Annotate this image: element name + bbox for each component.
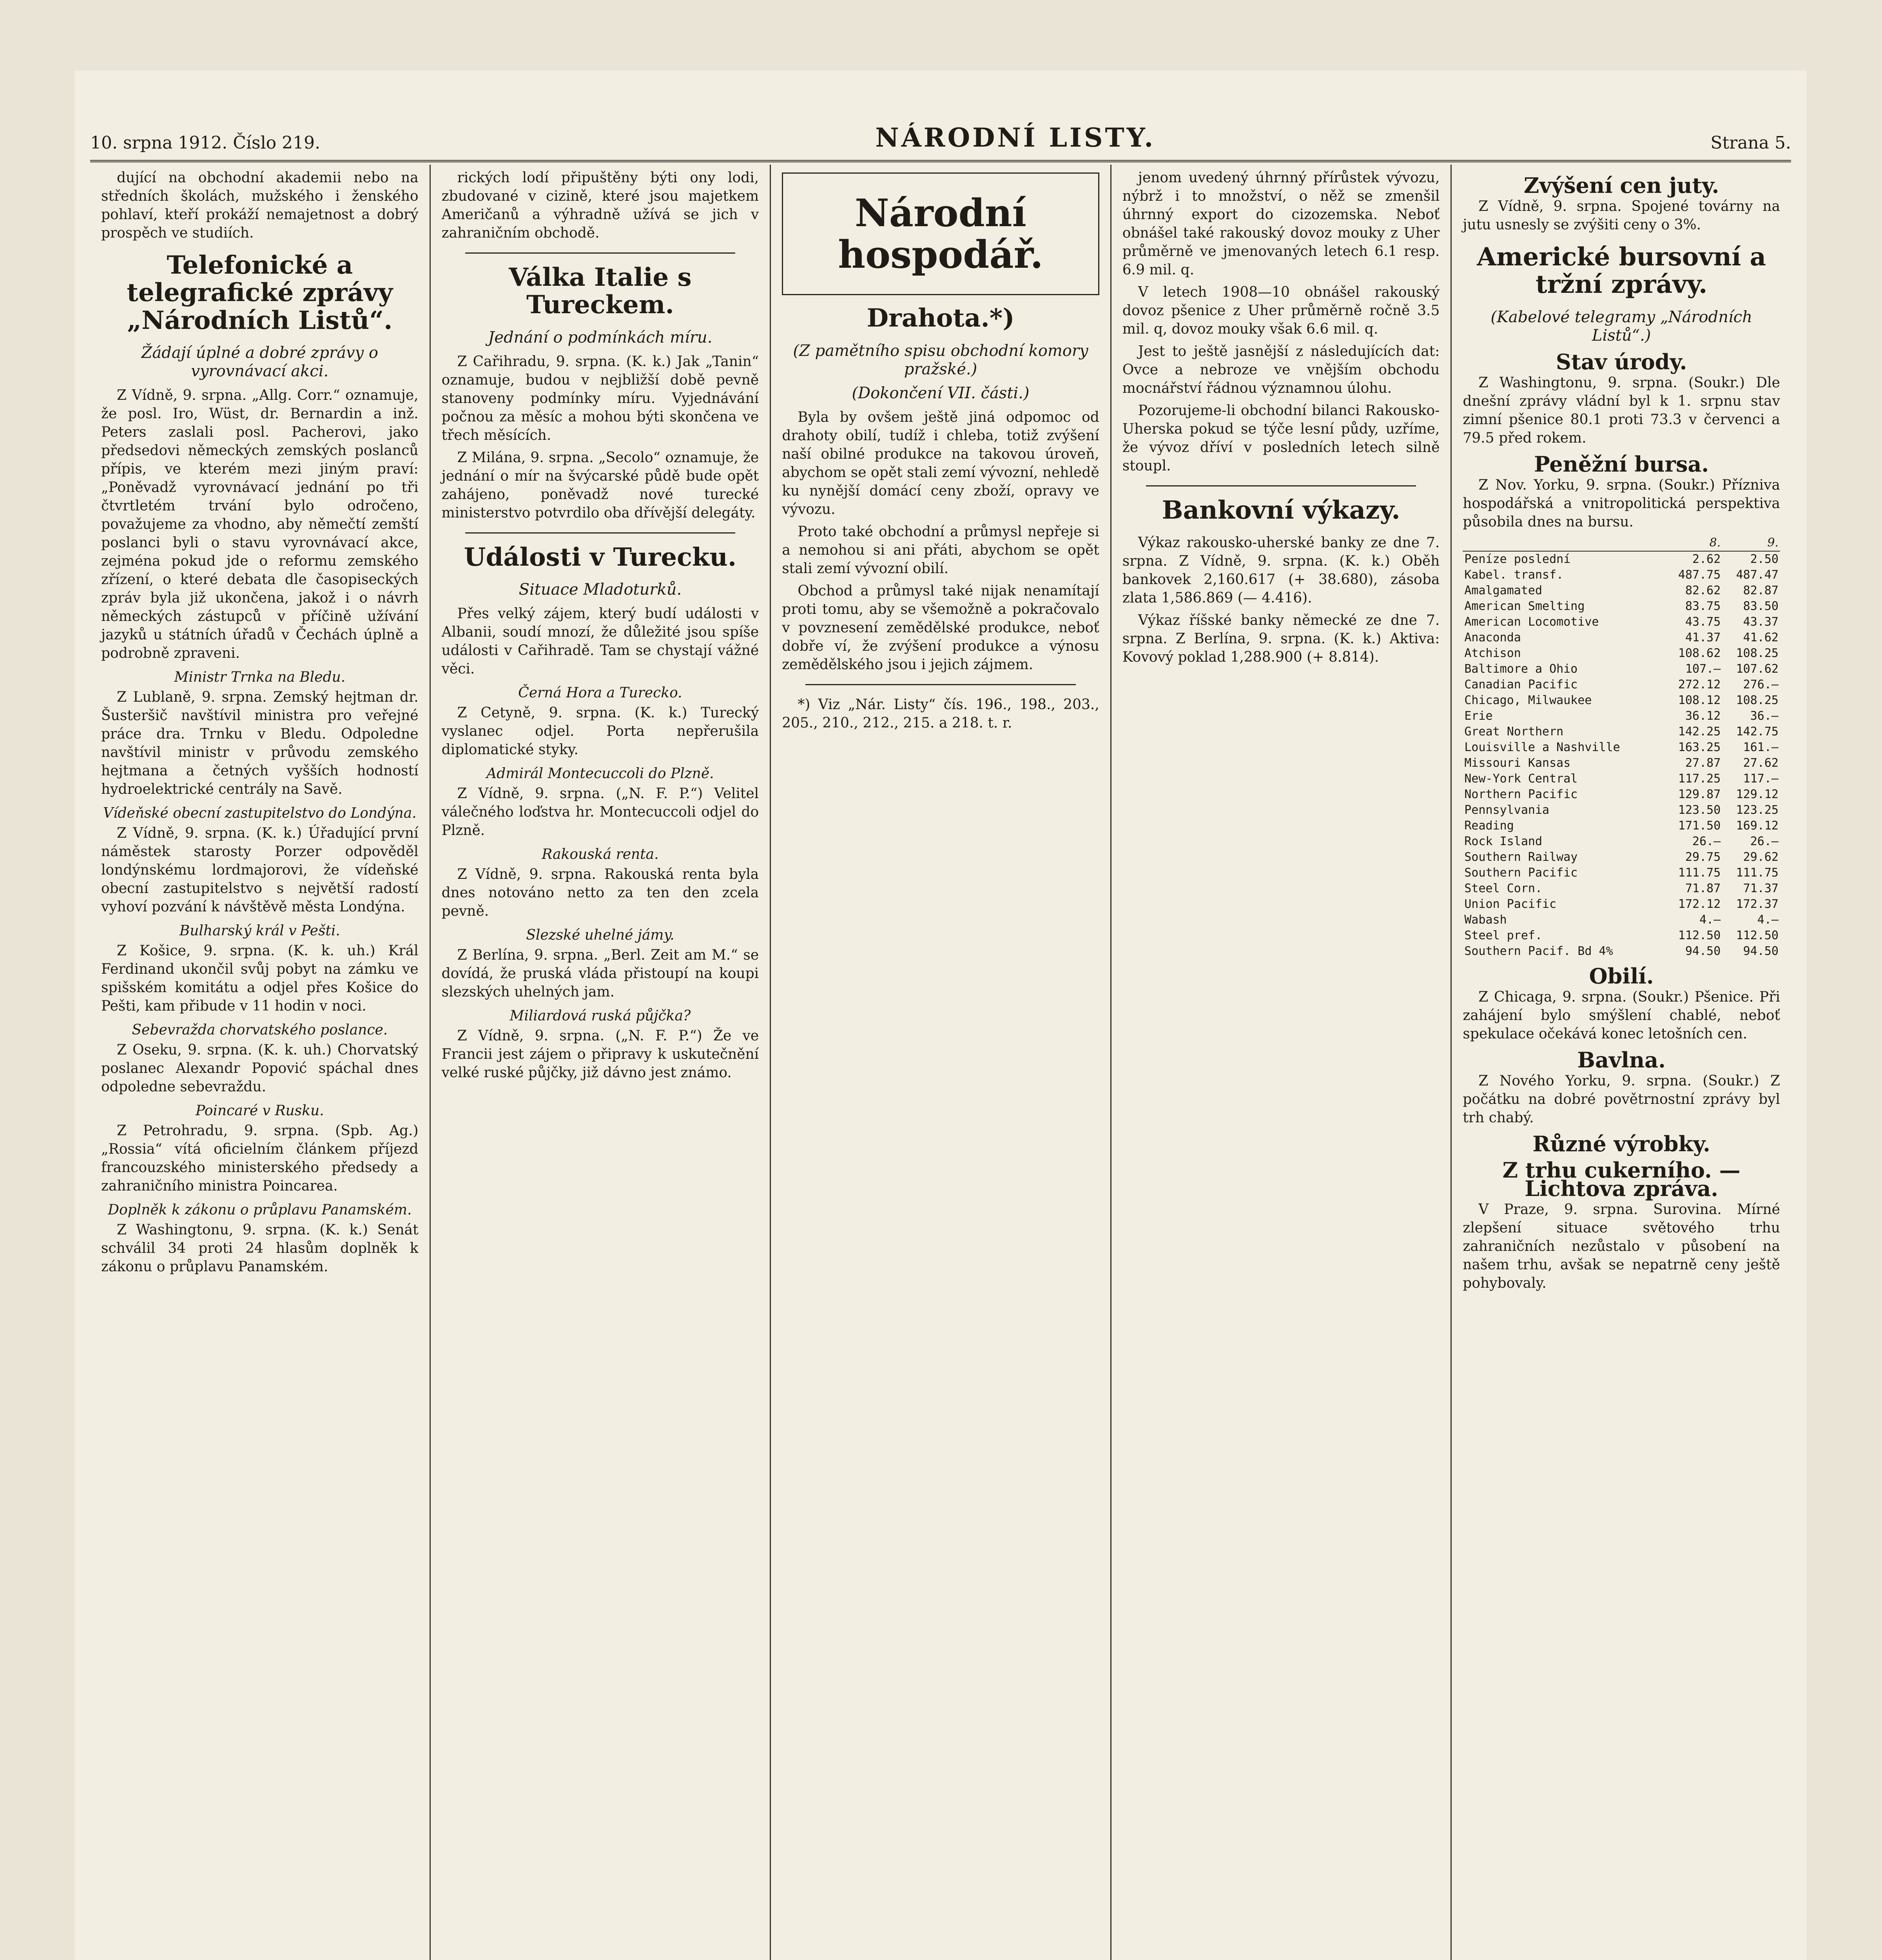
table-cell: 108.62 [1678, 646, 1721, 660]
table-cell: 29.75 [1685, 850, 1721, 864]
headline-turkey: Události v Turecku. [464, 542, 737, 572]
table-cell: 82.87 [1743, 583, 1779, 597]
item-title: Admirál Montecuccoli do Plzně. [486, 766, 714, 782]
column-4 [1111, 165, 1452, 1960]
table-cell: 27.87 [1685, 756, 1721, 770]
column-5 [1452, 165, 1791, 1960]
item-title: Peněžní bursa. [1534, 451, 1709, 477]
paragraph: Z Washingtonu, 9. srpna. (Soukr.) Dle dnešní zprávy vládní byl k 1. srpnu stav zimní pšenice 80.1 proti 73.3 v červenci a 79.5 před rokem. [1463, 374, 1780, 446]
paragraph: Z Nov. Yorku, 9. srpna. (Soukr.) Přízniva hospodářská a vnitropolitická perspektiva působila dnes na bursu. [1463, 477, 1780, 530]
table-cell: 82.62 [1685, 583, 1721, 597]
subhead: Situace Mladoturků. [519, 581, 682, 599]
table-cell: Steel Corn. [1464, 881, 1543, 895]
item-title: Z trhu cukerního. — Lichtova zpráva. [1502, 1157, 1741, 1201]
paragraph: Z Vídně, 9. srpna. Spojené továrny na jutu usnesly se zvýšiti ceny o 3%. [1463, 198, 1780, 233]
table-cell: 27.62 [1743, 756, 1779, 770]
paragraph: Z Lublaně, 9. srpna. Zemský hejtman dr. Šusteršič navštívil ministra pro veřejné práce dra. Trnku v Bledu. Odpoledne navštívil ministr v průvodu zemského hejtmana a četných vyšších hodností hydroelektrické centrály na Savě. [101, 689, 419, 798]
item-title: Doplněk k zákonu o průplavu Panamském. [108, 1202, 412, 1218]
table-cell: 4.— [1757, 913, 1779, 927]
table-cell: 71.37 [1743, 881, 1779, 895]
paragraph: Z Chicaga, 9. srpna. (Soukr.) Pšenice. Při zahájení bylo smýšlení chablé, neboť spekulace očekává konec letošních cen. [1463, 989, 1780, 1042]
headline-telegraph: Telefonické a telegrafické zprávy „Národních Listů“. [127, 250, 393, 335]
paragraph: Z Vídně, 9. srpna. „Allg. Corr.“ oznamuje, že posl. Iro, Wüst, dr. Bernardin a inž. Peters zaslali posl. Pacherovi, jako předsedovi německých zemských poslanců přípis, ve kterém mezi jiným praví: „Poněvadž vyrovnávací jednání po tři čtvrtletém trvání bylo odročeno, považujeme za vhodno, aby němečtí zemští poslanci byli o stavu vyrovnávací akce, zejména pokud jde o reformu zemského zřízení, o které debata dle časopiseckých zpráv byla již ukončena, jakož i o návrh německých zástupců v příčině užívání jazyků u státních úřadů v Čechách úplně a podrobně zpraveni. [101, 387, 419, 662]
table-cell: 83.50 [1743, 599, 1779, 613]
table-cell: New-York Central [1464, 771, 1578, 786]
table-cell: Amalgamated [1464, 583, 1543, 597]
table-cell: 272.12 [1678, 677, 1721, 691]
table-cell: 107.62 [1736, 662, 1779, 676]
table-cell: Peníze poslední [1464, 552, 1571, 566]
table-cell: Southern Pacif. Bd 4% [1464, 944, 1613, 958]
table-cell: Southern Railway [1464, 850, 1578, 864]
table-cell: Southern Pacific [1464, 866, 1578, 880]
columns [90, 165, 1791, 1960]
table-header-row [1463, 535, 1780, 551]
table-cell: 111.75 [1736, 866, 1779, 880]
table-cell: Great Northern [1464, 724, 1564, 739]
item-title: Různé výrobky. [1532, 1131, 1710, 1156]
table-row [1463, 583, 1780, 599]
table-header-cell: 8. [1664, 535, 1722, 551]
table-cell: Wabash [1464, 913, 1507, 927]
table-cell: 26.— [1750, 834, 1779, 848]
table-cell: 108.12 [1678, 693, 1721, 707]
table-row [1463, 724, 1780, 740]
table-cell: 172.37 [1736, 897, 1779, 911]
stock-table [1463, 535, 1780, 959]
table-row [1463, 661, 1780, 677]
paragraph: rických lodí připuštěny býti ony lodi, zbudované v cizině, které jsou majetkem Američanů a výhradně užívá se jich v zahraničním obchodě. [441, 170, 759, 241]
table-cell: Kabel. transf. [1464, 568, 1564, 582]
paragraph: Proto také obchodní a průmysl nepřeje si a nemohou si ani přáti, abychom se opět stali zemí vývozní obilí. [782, 523, 1099, 577]
paragraph: Pozorujeme-li obchodní bilanci Rakousko-Uherska pokud se týče lesní půdy, uzříme, že vývoz dříví v posledních letech silně stoupl. [1122, 403, 1440, 474]
item-title: Obilí. [1589, 963, 1654, 989]
table-cell: 117.— [1743, 771, 1779, 786]
table-cell: Pennsylvania [1464, 803, 1550, 817]
table-cell: 112.50 [1736, 928, 1779, 942]
table-row [1463, 567, 1780, 583]
table-row [1463, 834, 1780, 849]
table-cell: 171.50 [1678, 818, 1721, 833]
table-cell: 487.47 [1736, 568, 1779, 582]
table-cell: 142.25 [1678, 724, 1721, 739]
table-row [1463, 865, 1780, 881]
table-row [1463, 599, 1780, 614]
subhead: Žádají úplné a dobré zprávy o vyrovnávací akci. [141, 344, 378, 381]
table-cell: 107.— [1685, 662, 1721, 676]
table-cell: Baltimore a Ohio [1464, 662, 1578, 676]
table-cell: 2.62 [1692, 552, 1721, 566]
subhead: (Dokončení VII. části.) [852, 384, 1030, 402]
table-cell: 108.25 [1736, 693, 1779, 707]
table-cell: 29.62 [1743, 850, 1779, 864]
paragraph: Z Milána, 9. srpna. „Secolo“ oznamuje, že jednání o mír na švýcarské půdě bude opět zahájeno, poněvadž nové turecké ministerstvo potvrdilo oba dřívější delegáty. [441, 449, 759, 521]
headline-bank: Bankovní výkazy. [1162, 495, 1400, 525]
column-1 [90, 165, 431, 1960]
paragraph: Jest to ještě jasnější z následujících dat: Ovce a nebroze ve vnějším obchodu mocnářství řádnou významnou úlohu. [1122, 343, 1440, 396]
paragraph: Z Berlína, 9. srpna. „Berl. Zeit am M.“ se dovídá, že pruská vláda přistoupí na koupi slezských uhelných jam. [441, 947, 759, 1000]
section-title: Národní hospodář. [838, 191, 1043, 277]
item-title: Rakouská renta. [542, 846, 659, 863]
table-row [1463, 802, 1780, 818]
table-cell: 163.25 [1678, 740, 1721, 754]
table-cell: 129.87 [1678, 787, 1721, 801]
table-cell: 2.50 [1750, 552, 1779, 566]
page-header [90, 118, 1791, 162]
table-row [1463, 912, 1780, 928]
table-cell: 129.12 [1736, 787, 1779, 801]
table-cell: 117.25 [1678, 771, 1721, 786]
table-cell: 26.— [1692, 834, 1721, 848]
divider [465, 252, 736, 254]
table-row [1463, 849, 1780, 865]
paragraph: Z Vídně, 9. srpna. („N. F. P.“) Velitel válečného loďstva hr. Montecuccoli odjel do Plzně. [441, 786, 759, 839]
table-cell: Louisville a Nashville [1464, 740, 1620, 754]
headline-war: Válka Italie s Tureckem. [509, 263, 692, 320]
table-cell: Erie [1464, 709, 1493, 723]
paragraph: Z Washingtonu, 9. srpna. (K. k.) Senát schválil 34 proti 24 hlasům doplněk k zákonu o průplavu Panamském. [101, 1222, 419, 1275]
table-row [1463, 771, 1780, 787]
table-cell: 161.— [1743, 740, 1779, 754]
item-title: Slezské uhelné jámy. [526, 927, 674, 944]
masthead: NÁRODNÍ LISTY. [875, 122, 1156, 153]
item-title: Černá Hora a Turecko. [518, 685, 682, 701]
table-cell: 123.25 [1736, 803, 1779, 817]
paragraph: Z Vídně, 9. srpna. („N. F. P.“) Že ve Francii jest zájem o připravy k uskutečnění velké ruské půjčky, již dávno jest známo. [441, 1028, 759, 1081]
table-row [1463, 881, 1780, 897]
subhead: (Kabelové telegramy „Národních Listů“.) [1490, 308, 1752, 345]
item-title: Bulharský král v Pešti. [179, 923, 340, 939]
paragraph: Z Oseku, 9. srpna. (K. k. uh.) Chorvatský poslanec Alexandr Popović spáchal dnes odpoledne sebevraždu. [101, 1042, 419, 1095]
table-cell: 108.25 [1736, 646, 1779, 660]
page-number: Strana 5. [1710, 133, 1791, 153]
item-title: Vídeňské obecní zastupitelstvo do Londýna. [103, 805, 417, 822]
table-cell: 36.— [1750, 709, 1779, 723]
table-row [1463, 630, 1780, 646]
table-cell: 36.12 [1685, 709, 1721, 723]
paragraph: Z Košice, 9. srpna. (K. k. uh.) Král Ferdinand ukončil svůj pobyt na zámku ve spišském komitátu a odjel přes Košice do Pešti, kam přibude v 11 hodin v noci. [101, 943, 419, 1014]
headline-american: Americké bursovní a tržní zprávy. [1477, 242, 1766, 299]
paragraph: V Praze, 9. srpna. Surovina. Mírné zlepšení situace světového trhu zahraničních nezůstalo v působení na našem trhu, avšak se nepatrně ceny ještě pohybovaly. [1463, 1201, 1780, 1291]
table-cell: Rock Island [1464, 834, 1543, 848]
table-cell: 487.75 [1678, 568, 1721, 582]
table-cell: Missouri Kansas [1464, 756, 1571, 770]
paragraph: Byla by ovšem ještě jiná odpomoc od drahoty obilí, tudíž i chleba, totiž zvýšení naší obilné produkce na takovou úroveň, abychom se opět stali zemí vývozní, nehledě ku nynější domácí ceny zboží, opravy ve vývozu. [782, 409, 1099, 517]
table-row [1463, 646, 1780, 661]
subhead: (Z pamětního spisu obchodní komory pražské.) [793, 341, 1088, 378]
paragraph: Obchod a průmysl také nijak nenamítají proti tomu, aby se všemožně a pokračovalo v povznesení zemědělské produkce, neboť dobře ví, že zvýšení produkce a výnosu zemědělského jsou i jejich zájmem. [782, 583, 1099, 673]
table-cell: 94.50 [1743, 944, 1779, 958]
paragraph: Z Nového Yorku, 9. srpna. (Soukr.) Z počátku na dobré povětrnostní zprávy byl trh chabý. [1463, 1073, 1780, 1126]
table-cell: Northern Pacific [1464, 787, 1578, 801]
table-cell: American Locomotive [1464, 615, 1599, 629]
table-cell: Anaconda [1464, 630, 1521, 644]
table-cell: 111.75 [1678, 866, 1721, 880]
table-row [1463, 928, 1780, 944]
table-cell: 112.50 [1678, 928, 1721, 942]
table-cell: 276.— [1743, 677, 1779, 691]
table-cell: 41.62 [1743, 630, 1779, 644]
table-row [1463, 677, 1780, 693]
item-title: Stav úrody. [1556, 349, 1687, 374]
newspaper-page [74, 71, 1807, 1960]
item-title: Ministr Trnka na Bledu. [174, 669, 346, 686]
issue-date: 10. srpna 1912. Číslo 219. [90, 133, 321, 153]
table-cell: Union Pacific [1464, 897, 1557, 911]
table-cell: 83.75 [1685, 599, 1721, 613]
table-row [1463, 787, 1780, 802]
table-cell: 94.50 [1685, 944, 1721, 958]
table-row [1463, 551, 1780, 567]
paragraph: Výkaz rakousko-uherské banky ze dne 7. srpna. Z Vídně, 9. srpna. (K. k.) Oběh bankovek 2,160.617 (+ 38.680), zásoba zlata 1,586.869 (— 4.416). [1122, 535, 1440, 606]
item-title: Bavlna. [1577, 1047, 1666, 1073]
table-row [1463, 897, 1780, 912]
table-row [1463, 693, 1780, 708]
table-cell: 43.75 [1685, 615, 1721, 629]
paragraph: Přes velký zájem, který budí události v Albanii, soudí mnozí, že důležité jsou spíše události v Cařihradě. Tam se chystají vážné věci. [441, 606, 759, 677]
paragraph: Z Vídně, 9. srpna. Rakouská renta byla dnes notováno netto za ten den zcela pevně. [441, 866, 759, 920]
paragraph: Z Cařihradu, 9. srpna. (K. k.) Jak „Tanin“ oznamuje, budou v nejbližší době pevně stanoveny podmínky míru. Vyjednávání počnou za měsíc a mohou býti skončena ve třech měsících. [441, 353, 759, 443]
table-cell: 142.75 [1736, 724, 1779, 739]
table-cell: 169.12 [1736, 818, 1779, 833]
table-cell: 4.— [1699, 913, 1721, 927]
item-title: Miliardová ruská půjčka? [509, 1008, 691, 1024]
table-header-cell [1463, 535, 1664, 551]
subhead: Jednání o podmínkách míru. [488, 328, 713, 347]
table-row [1463, 818, 1780, 834]
table-cell: 172.12 [1678, 897, 1721, 911]
table-cell: Chicago, Milwaukee [1464, 693, 1592, 707]
table-row [1463, 708, 1780, 724]
table-header-cell: 9. [1722, 535, 1780, 551]
table-row [1463, 740, 1780, 755]
paragraph: V letech 1908—10 obnášel rakouský dovoz pšenice z Uher průměrně ročně 3.5 mil. q, dovoz mouky však 6.6 mil. q. [1122, 284, 1440, 337]
divider [805, 684, 1076, 685]
column-3 [771, 165, 1111, 1960]
column-2 [431, 165, 771, 1960]
table-cell: Atchison [1464, 646, 1521, 660]
paragraph: Z Vídně, 9. srpna. (K. k.) Úřadující první náměstek starosty Porzer odpověděl londýnskému lordmajorovi, že vídeňské obecní zastupitelstvo s největší radostí vyhoví pozvání k návštěvě města Londýna. [101, 825, 419, 915]
item-title: Poincaré v Rusku. [195, 1103, 324, 1119]
table-row [1463, 755, 1780, 771]
table-cell: 43.37 [1743, 615, 1779, 629]
footnote: *) Viz „Nár. Listy“ čís. 196., 198., 203., 205., 210., 212., 215. a 218. t. r. [782, 696, 1099, 731]
table-row [1463, 944, 1780, 959]
paragraph: Z Petrohradu, 9. srpna. (Spb. Ag.) „Rossia“ vítá oficielním článkem příjezd francouzského ministerského předsedy a zahraničního ministra Poincarea. [101, 1123, 419, 1194]
divider [465, 532, 736, 534]
table-cell: 41.37 [1685, 630, 1721, 644]
section-box [782, 172, 1099, 295]
table-cell: Steel pref. [1464, 928, 1543, 942]
paragraph: jenom uvedený úhrnný přírůstek vývozu, nýbrž i to množství, o něž se zmenšil úhrnný export do cizozemska. Neboť obnášel také rakouský dovoz mouky z Uher průměrně ve jmenovaných letech 6.1 resp. 6.9 mil. q. [1122, 170, 1440, 278]
table-cell: 123.50 [1678, 803, 1721, 817]
headline-drahota: Drahota.*) [867, 303, 1015, 333]
paragraph: Z Cetyně, 9. srpna. (K. k.) Turecký vyslanec odjel. Porta nepřerušila diplomatické styky. [441, 705, 759, 758]
paragraph: Výkaz říšské banky německé ze dne 7. srpna. Z Berlína, 9. srpna. (K. k.) Aktiva: Kovový poklad 1,288.900 (+ 8.814). [1122, 612, 1440, 666]
paragraph: dující na obchodní akademii nebo na středních školách, mužského i ženského pohlaví, kteří prokáží nemajetnost a dobrý prospěch ve studiích. [101, 170, 419, 241]
item-title: Sebevražda chorvatského poslance. [132, 1022, 388, 1038]
item-title: Zvýšení cen juty. [1523, 173, 1719, 198]
table-row [1463, 614, 1780, 630]
table-cell: 71.87 [1685, 881, 1721, 895]
table-cell: Canadian Pacific [1464, 677, 1578, 691]
divider [1146, 485, 1416, 486]
table-cell: Reading [1464, 818, 1514, 833]
table-cell: American Smelting [1464, 599, 1585, 613]
